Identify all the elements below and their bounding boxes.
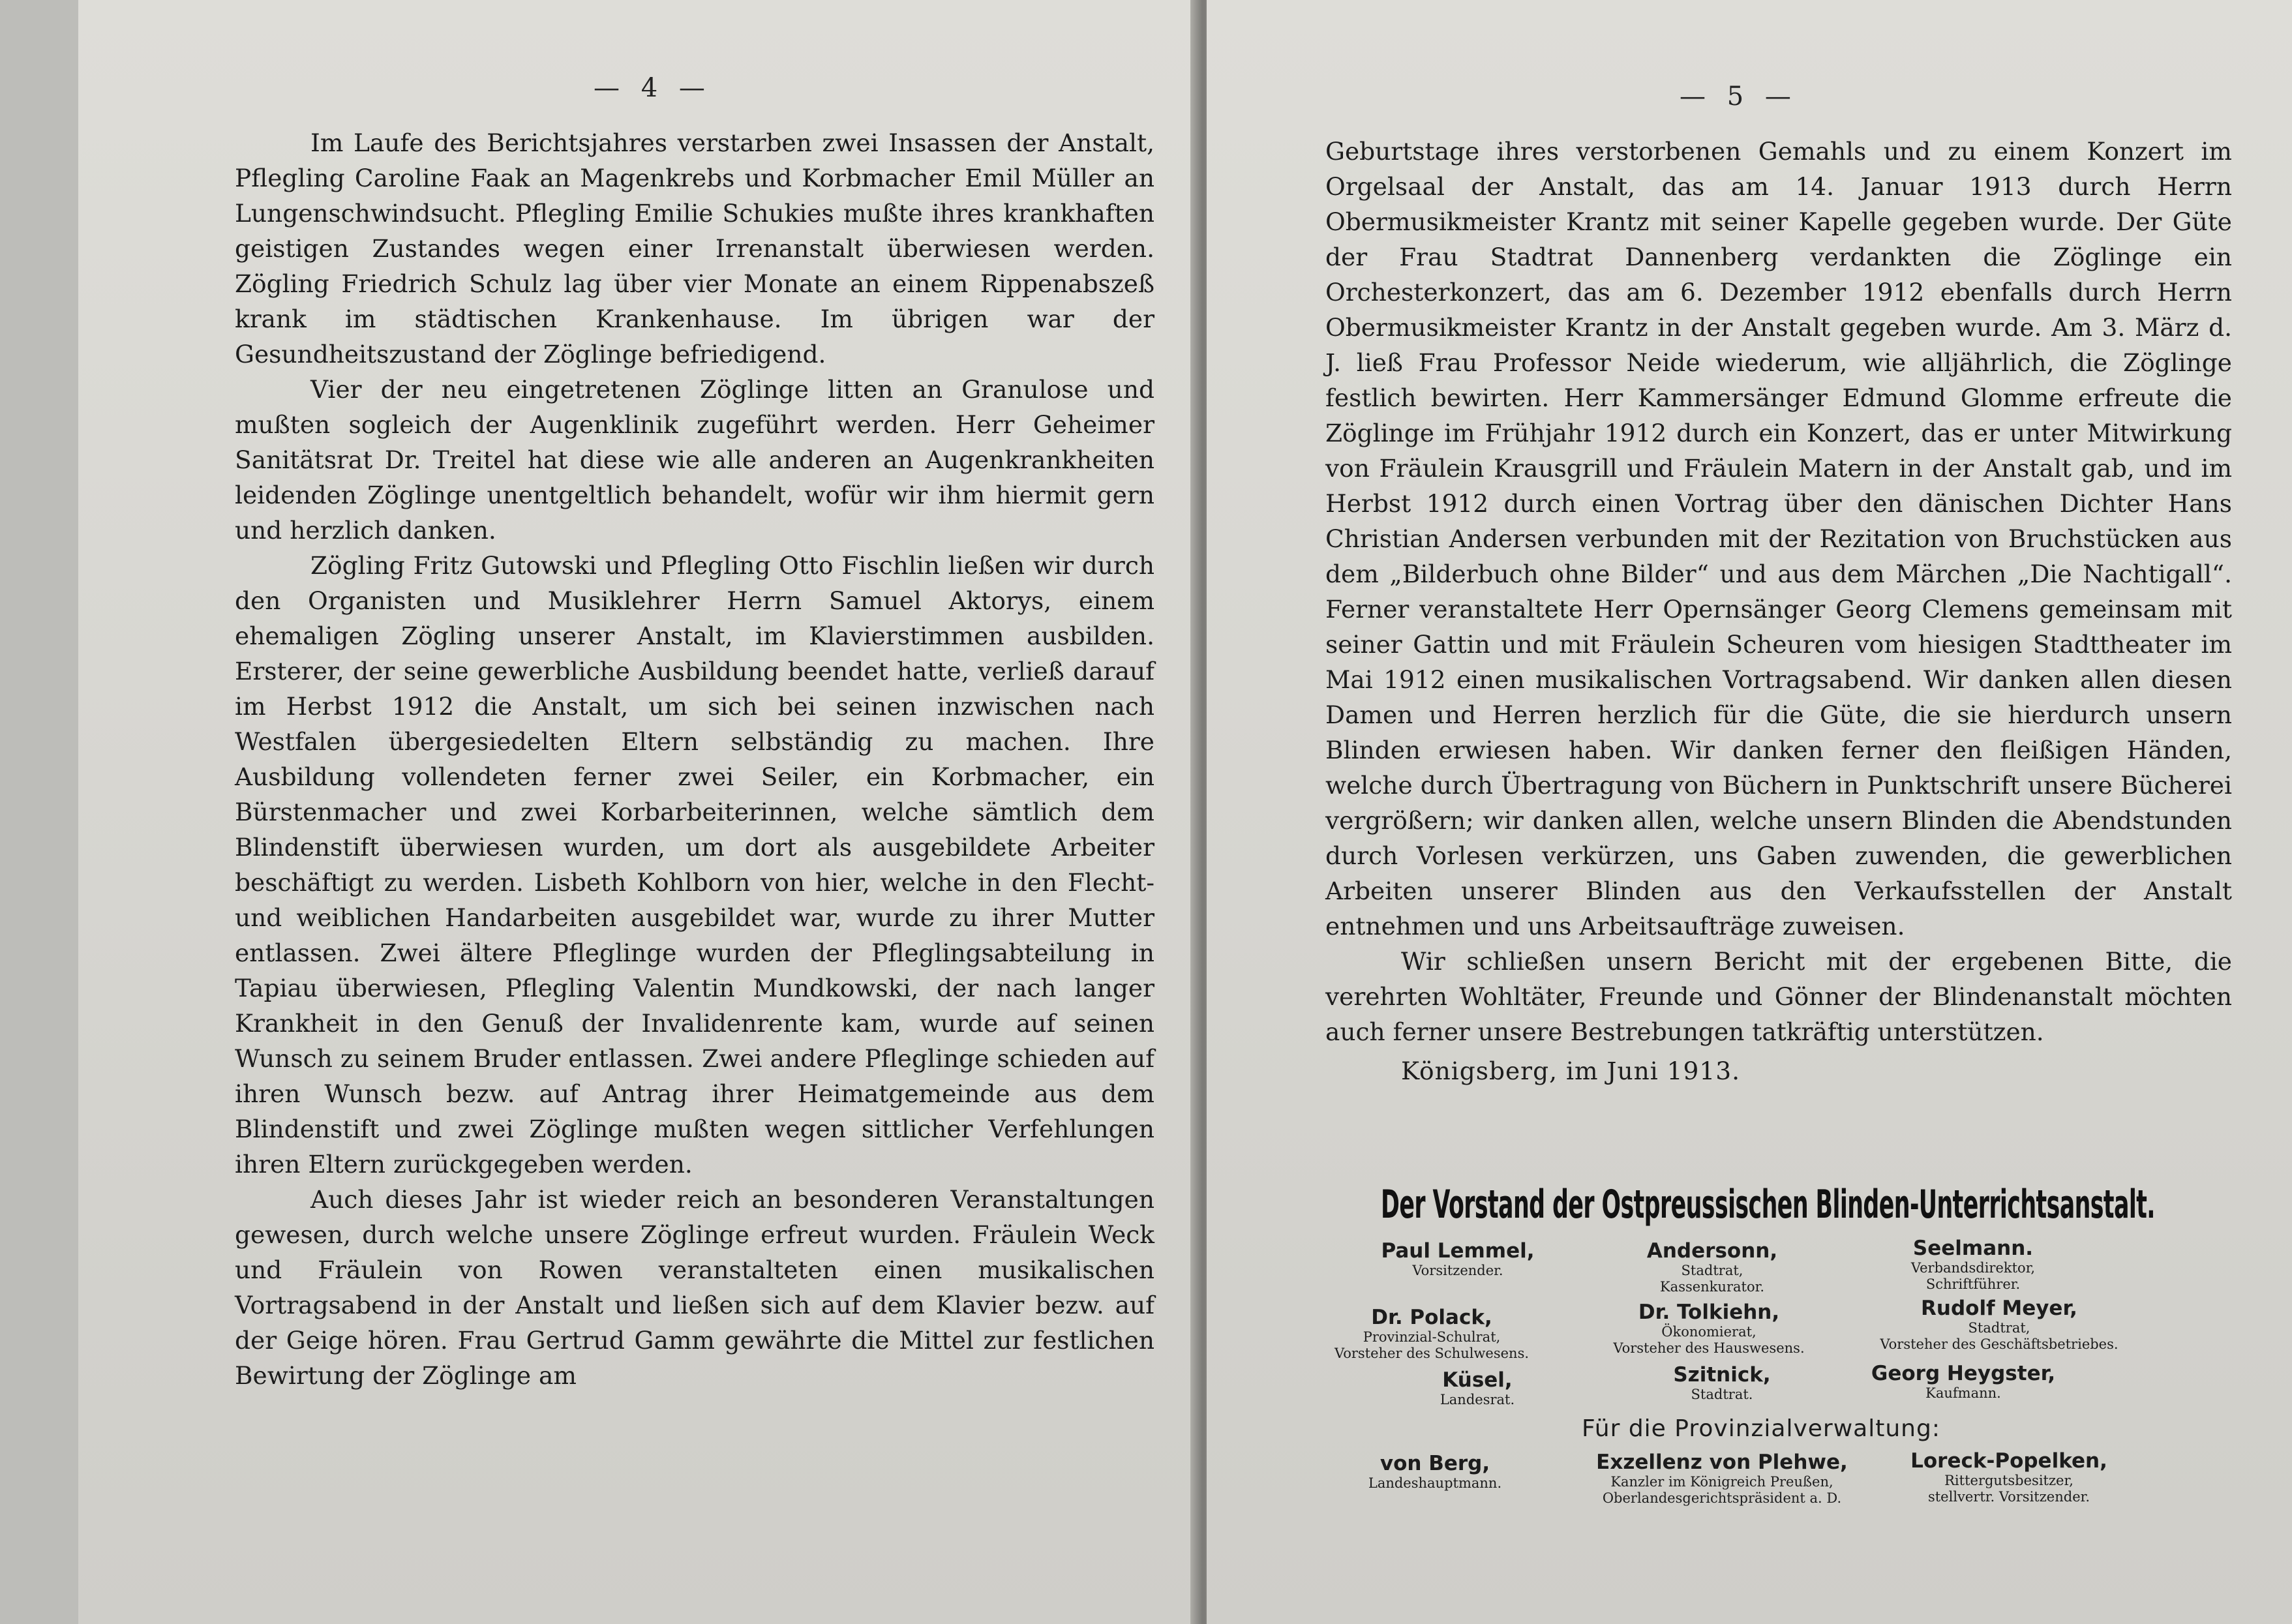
page-number: — 5 — bbox=[1680, 82, 1798, 112]
signatory-name: Loreck-Popelken, bbox=[1910, 1449, 2107, 1473]
signatory-name: von Berg, bbox=[1380, 1452, 1490, 1475]
signatory bbox=[1295, 1306, 1569, 1362]
paragraph: Auch dieses Jahr ist wieder reich an besonderen Veranstaltungen gewesen, durch welche unsere Zöglinge erfreut wurden. Fräulein Weck und Fräulein von Rowen veranstalteten einen musikalischen Vortragsabend in der Anstalt und ließen sich auf dem Klavier bezw. auf der Geige hören. Frau Gertrud Gamm gewährte die Mittel zur festlichen Bewirtung der Zöglinge am bbox=[235, 1185, 1154, 1390]
signatory-name: Küsel, bbox=[1442, 1368, 1513, 1392]
signatory-role: Stadtrat, Kassenkurator. bbox=[1659, 1263, 1764, 1295]
paragraph: Zögling Fritz Gutowski und Pflegling Otto Fischlin ließen wir durch den Organisten und Musiklehrer Herrn Samuel Aktorys, einem ehemaligen Zögling unserer Anstalt, im Klavierstimmen ausbilden. Ersterer, der seine gewerbliche Ausbildung beendet hatte, verließ darauf im Herbst 1912 die Anstalt, um sich bei seinen inzwischen nach Westfalen übergesiedelten Eltern selbständig zu machen. Ihre Ausbildung vollendeten ferner zwei Seiler, ein Korbmacher, ein Bürstenmacher und zwei Korbarbeiterinnen, welche sämtlich dem Blindenstift überwiesen wurden, um dort als ausgebildete Arbeiter beschäftigt zu werden. Lisbeth Kohlborn von hier, welche in den Flecht- und weiblichen Handarbeiten ausgebildet war, wurde zu ihrer Mutter entlassen. Zwei ältere Pfleglinge wurden der Pfleglingsabteilung in Tapiau überwiesen, Pflegling Valentin Mundkowski, der nach langer Krankheit in den Genuß der Invalidenrente kam, wurde auf seinen Wunsch zu seinem Bruder entlassen. Zwei andere Pfleglinge schieden auf ihren Wunsch bezw. auf Antrag ihrer Heimatgemeinde aus dem Blindenstift und zwei Zöglinge mußten wegen sittlicher Verfehlungen ihren Eltern zurückgegeben werden. bbox=[235, 551, 1154, 1179]
signatory-name: Szitnick, bbox=[1673, 1363, 1771, 1387]
paragraph: Geburtstage ihres verstorbenen Gemahls und zu einem Konzert im Orgelsaal der Anstalt, das am 14. Januar 1913 durch Herrn Obermusikmeister Krantz mit seiner Kapelle gegeben wurde. Der Güte der Frau Stadtrat Dannenberg verdankten die Zöglinge ein Orchesterkonzert, das am 6. Dezember 1912 ebenfalls durch Herrn Obermusikmeister Krantz in der Anstalt gegeben wurde. Am 3. März d. J. ließ Frau Professor Neide wiederum, wie alljährlich, die Zöglinge festlich bewirten. Herr Kammersänger Edmund Glomme erfreute die Zöglinge im Frühjahr 1912 durch ein Konzert, das er unter Mitwirkung von Fräulein Krausgrill und Fräulein Matern in der Anstalt gab, und im Herbst 1912 durch einen Vortrag über den dänischen Dichter Hans Christian Andersen verbunden mit der Rezitation von Bruchstücken aus dem „Bilderbuch ohne Bilder“ und aus dem Märchen „Die Nachtigall“. Ferner veranstaltete Herr Opernsänger Georg Clemens gemeinsam mit seiner Gattin und mit Fräulein Scheuren vom hiesigen Stadttheater im Mai 1912 einen musikalischen Vortragsabend. Wir danken allen diesen Damen und Herren herzlich für die Güte, die sie hierdurch unsern Blinden erwiesen haben. Wir danken ferner den fleißigen Händen, welche durch Übertragung von Büchern in Punktschrift unsere Bücherei vergrößern; wir danken allen, welche unsern Blinden die Abendstunden durch Vorlesen verkürzen, uns Gaben zuwenden, die gewerblichen Arbeiten unserer Blinden aus den Verkaufsstellen der Anstalt entnehmen und uns Arbeitsaufträge zuweisen. bbox=[1325, 137, 2232, 940]
signatory-role: Landeshauptmann. bbox=[1368, 1475, 1502, 1491]
signatory bbox=[1836, 1237, 2110, 1293]
signatory bbox=[1572, 1451, 1872, 1507]
signatory-role: Verbandsdirektor, Schriftführer. bbox=[1910, 1260, 2036, 1292]
place-date: Königsberg, im Juni 1913. bbox=[1401, 1057, 1741, 1085]
signatory-role: Provinzial-Schulrat, Vorsteher des Schulwesens. bbox=[1334, 1329, 1530, 1361]
signatory-role: Vorsitzender. bbox=[1412, 1263, 1503, 1278]
board-title: Der Vorstand der Ostpreussischen Blinden-Unterrichtsanstalt. bbox=[1381, 1182, 2155, 1227]
signatory-role: Kaufmann. bbox=[1925, 1385, 2001, 1401]
signatory-name: Paul Lemmel, bbox=[1381, 1239, 1535, 1263]
signatory-role: Ökonomierat, Vorsteher des Hauswesens. bbox=[1613, 1324, 1805, 1356]
signatory-role: Rittergutsbesitzer, stellvertr. Vorsitzender. bbox=[1927, 1473, 2090, 1505]
signatory bbox=[1575, 1239, 1849, 1295]
right-body-text bbox=[1325, 134, 2232, 1089]
left-page bbox=[78, 0, 1200, 1624]
signatory bbox=[1862, 1297, 2136, 1353]
signatory bbox=[1826, 1362, 2100, 1402]
signatory bbox=[1298, 1452, 1572, 1492]
signatory-name: Georg Heygster, bbox=[1871, 1362, 2056, 1385]
signatory-name: Andersonn, bbox=[1646, 1239, 1778, 1263]
signatory bbox=[1572, 1301, 1846, 1357]
signatory bbox=[1585, 1363, 1859, 1403]
signatory-role: Stadtrat, Vorsteher des Geschäftsbetriebes. bbox=[1880, 1320, 2119, 1352]
signatory bbox=[1321, 1239, 1595, 1279]
signatory-name: Rudolf Meyer, bbox=[1921, 1297, 2077, 1320]
signatory-name: Exzellenz von Plehwe, bbox=[1596, 1451, 1848, 1474]
left-body-text bbox=[235, 125, 1154, 1393]
paragraph: Im Laufe des Berichtsjahres verstarben zwei Insassen der Anstalt, Pflegling Caroline Faak an Magenkrebs und Korbmacher Emil Müller an Lungenschwindsucht. Pflegling Emilie Schukies mußte ihres krankhaften geistigen Zustandes wegen einer Irrenanstalt überwiesen werden. Zögling Friedrich Schulz lag über vier Monate an einem Rippenabszeß krank im städtischen Krankenhause. Im übrigen war der Gesundheitszustand der Zöglinge befriedigend. bbox=[235, 128, 1154, 368]
provincial-heading: Für die Provinzialverwaltung: bbox=[1582, 1415, 1940, 1442]
signatory bbox=[1872, 1449, 2146, 1505]
signatory-role: Kanzler im Königreich Preußen, Oberlandesgerichtspräsident a. D. bbox=[1602, 1474, 1842, 1506]
signatory-role: Stadtrat. bbox=[1691, 1387, 1753, 1402]
paragraph: Wir schließen unsern Bericht mit der ergebenen Bitte, die verehrten Wohltäter, Freunde und Gönner der Blindenanstalt möchten auch ferner unsere Bestrebungen tatkräftig unterstützen. bbox=[1325, 947, 2232, 1046]
paragraph: Vier der neu eingetretenen Zöglinge litten an Granulose und mußten sogleich der Augenklinik zugeführt werden. Herr Geheimer Sanitätsrat Dr. Treitel hat diese wie alle anderen an Augenkrankheiten leidenden Zöglinge unentgeltlich behandelt, wofür wir ihm hiermit gern und herzlich danken. bbox=[235, 375, 1154, 545]
signatory bbox=[1340, 1368, 1614, 1408]
signatory-name: Dr. Polack, bbox=[1371, 1306, 1492, 1329]
signatory-name: Seelmann. bbox=[1912, 1237, 2034, 1260]
page-number: — 4 — bbox=[594, 73, 712, 103]
signatory-role: Landesrat. bbox=[1440, 1392, 1515, 1407]
signatory-name: Dr. Tolkiehn, bbox=[1638, 1301, 1780, 1324]
